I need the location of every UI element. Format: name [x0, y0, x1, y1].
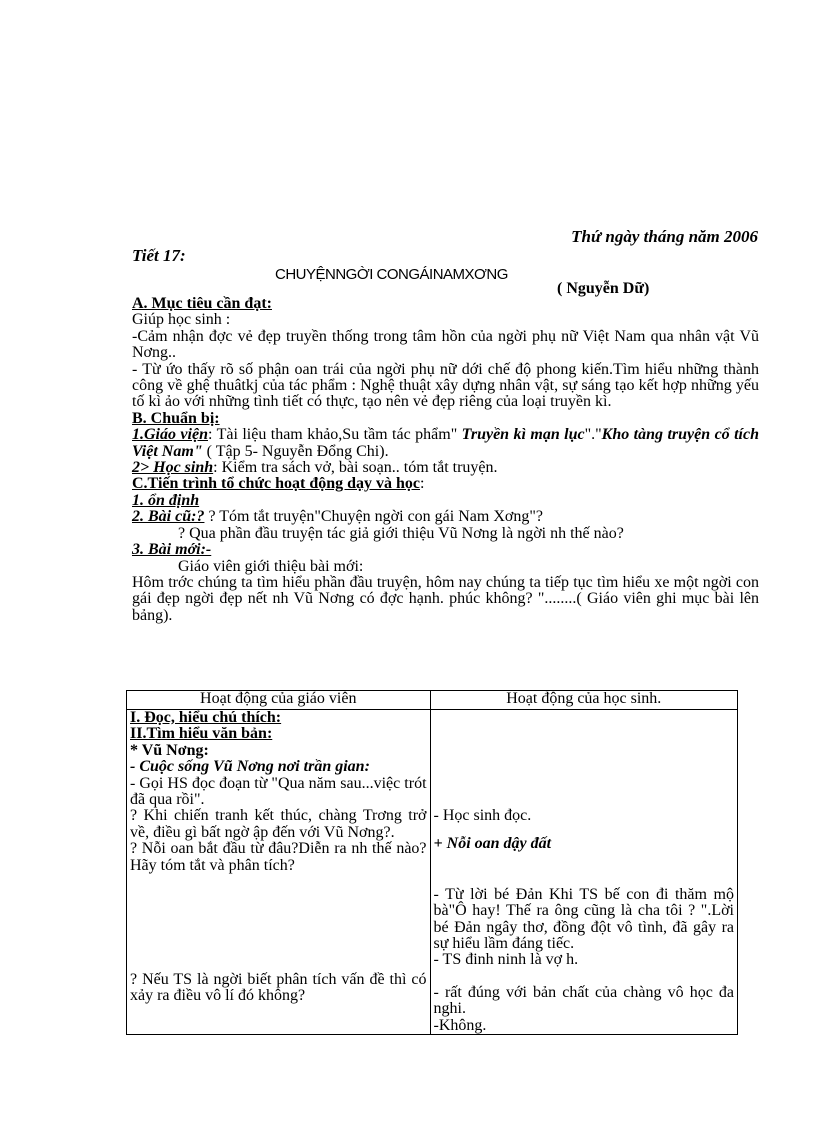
table-heading-2: II.Tìm hiểu văn bản: [130, 725, 273, 743]
step-2-label: 2. Bài cũ:? [132, 508, 205, 526]
student-answer-5: - rất đúng với bản chất của chàng vô học đa nghi. [433, 983, 734, 1018]
step-2 [132, 509, 759, 525]
spacer [434, 853, 734, 887]
step-2-text: ? Tóm tắt truyện"Chuyện ngời con gái Nam Xơng"? [204, 508, 543, 526]
student-answer-4: - TS đinh ninh là vợ h. [433, 951, 579, 969]
author-name: ( Nguyễn Dữ) [557, 280, 650, 297]
section-a-goal-1: -Cảm nhận đợc vẻ đẹp truyền thống trong tâm hồn của ngời phụ nữ Việt Nam qua nhân vật Vũ Nơng.. [132, 327, 759, 362]
spacer [434, 969, 734, 985]
student-answer-3: - Từ lời bé Đản Khi TS bế con đi thăm mộ bà"Ô hay! Thế ra ông cũng là cha tôi ? ".Lời bé Đản ngây thơ, đồng đột vô tình, đã gây ra sự hiểu lầm đáng tiếc. [433, 885, 734, 953]
teacher-text-2: "." [584, 426, 602, 444]
teacher-book-2: Kho tàng truyện cổ tích Việt Nam" [132, 426, 759, 460]
activity-table [126, 690, 738, 1035]
teacher-question-3: ? Nỗi oan bắt đầu từ đâu?Diễn ra nh thế nào? Hãy tóm tắt và phân tích? [130, 840, 427, 874]
student-text: : Kiểm tra sách vở, bài soạn.. tóm tắt truyện. [213, 459, 498, 477]
document-body [132, 296, 759, 624]
section-c-colon: : [420, 475, 425, 493]
teacher-text-1: : Tài liệu tham khảo,Su tầm tác phẩm" [207, 426, 462, 444]
spacer [130, 874, 427, 972]
student-label: 2> Học sinh [132, 459, 214, 477]
teacher-book-1: Truyền kì mạn lục [461, 426, 585, 444]
student-activity-cell [430, 710, 737, 1035]
teacher-text-3: ( Tập 5- Nguyễn Đổng Chi). [202, 442, 389, 460]
teacher-activity-cell [127, 710, 431, 1035]
intro-line: Giáo viên giới thiệu bài mới: [178, 557, 364, 575]
date-line: Thứ ngày tháng năm 2006 [571, 227, 758, 246]
section-b-teacher [132, 427, 759, 460]
section-c-heading-line [132, 476, 759, 492]
section-c-heading: C.Tiến trình tổ chức hoạt động dạy và học [132, 475, 421, 493]
table-heading-3: * Vũ Nơng: [130, 741, 209, 759]
student-answer-6: -Không. [433, 1016, 487, 1034]
student-answer-2: + Nỗi oan dậy đất [433, 835, 552, 853]
teacher-column-header: Hoạt động của giáo viên [127, 691, 431, 710]
teacher-question-4: ? Nếu TS là ngời biết phân tích vấn đề thì có xảy ra điều vô lí đó không? [130, 971, 427, 1005]
teacher-label: 1.Giáo viện [132, 426, 208, 444]
step-3: 3. Bài mới:- [132, 541, 212, 559]
table-row [127, 710, 738, 1035]
table-heading-1: I. Đọc, hiểu chú thích: [130, 709, 282, 726]
teacher-question-1: - Gọi HS đọc đoạn từ "Qua năm sau...việc trót đã qua rồi". [130, 774, 427, 809]
table-heading-4: - Cuộc sống Vũ Nơng nơi trần gian: [130, 758, 370, 776]
student-answer-1: - Học sinh đọc. [433, 807, 532, 824]
step-1: 1. ổn định [132, 491, 200, 509]
spacer [434, 710, 734, 808]
student-column-header: Hoạt động của học sinh. [430, 691, 737, 710]
teacher-question-2: ? Khi chiến tranh kết thúc, chàng Trơng trở về, điều gì bất ngờ ập đến với Vũ Nơng?. [130, 807, 427, 841]
section-b-student [132, 460, 759, 476]
lesson-title: CHUYỆNNGỜI CONGÁINAMXƠNG [275, 266, 508, 283]
lesson-period: Tiết 17: [132, 246, 186, 265]
table-header-row [127, 691, 738, 710]
section-a-intro: Giúp học sinh : [132, 311, 231, 329]
section-a-goal-2: - Từ ứo thấy rõ số phận oan trái của ngời phụ nữ dới chế độ phong kiến.Tìm hiểu những thành công về ghệ thuâtkj của tác phẩm : Nghệ thuật xây dựng nhân vật, sự sáng tạo kết hợp những yếu tố kì ảo với những tình tiết có thực, tạo nên vẻ đẹp riêng của loại truyền kì. [132, 360, 759, 411]
section-b-heading: B. Chuẩn bị: [132, 409, 220, 427]
step-2-question-2: ? Qua phần đầu truyện tác giả giới thiệu Vũ Nơng là ngời nh thế nào? [178, 524, 624, 542]
section-a-heading: A. Mục tiêu cần đạt: [132, 295, 272, 312]
intro-paragraph: Hôm trớc chúng ta tìm hiểu phần đầu truyện, hôm nay chúng ta tiếp tục tìm hiểu xe một ngời con gái đẹp ngời đẹp nết nh Vũ Nơng có đợc hạnh. phúc không? "........( Giáo viên ghi mục bài lên bảng). [132, 573, 759, 624]
